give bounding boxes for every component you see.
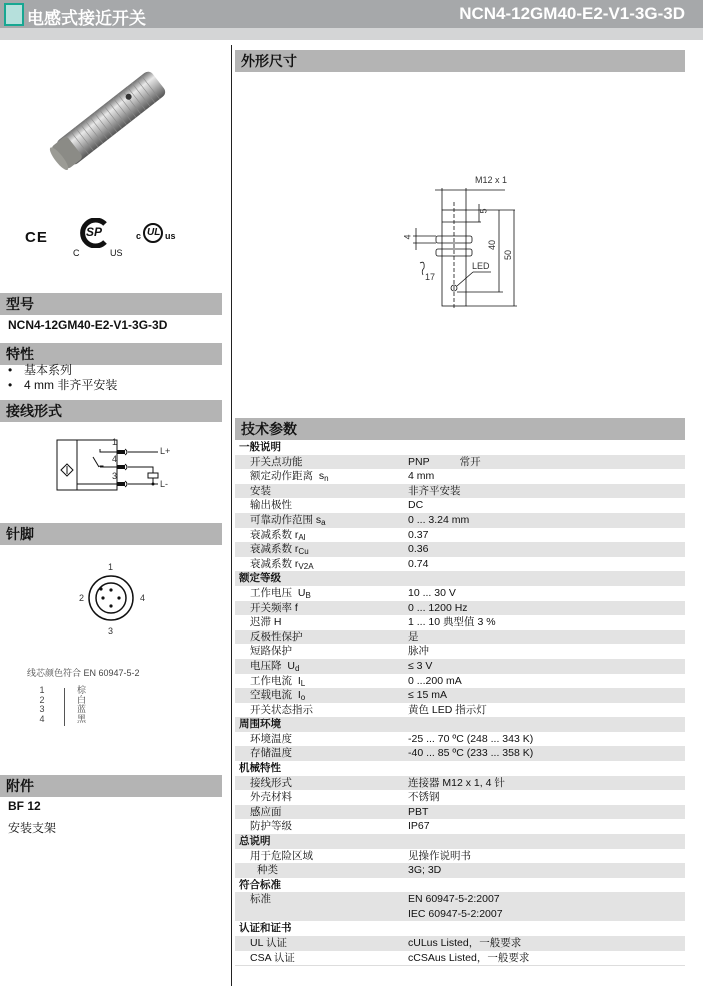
pin-label-1: 1 [108,562,114,572]
dim-4-label: 4 [402,234,413,240]
wiring-pin-4: 4 [112,454,118,464]
spec-group-mechanical: 机械特性 [239,762,281,775]
pin-label-3: 3 [108,626,114,636]
spec-row [235,615,685,630]
ce-mark-icon: CE [25,229,48,246]
certification-logos [20,215,220,265]
brand-logo-square [4,3,24,26]
spec-label: 防护等级 [250,820,292,833]
model-value: NCN4-12GM40-E2-V1-3G-3D [8,318,168,332]
spec-label: 安装 [250,484,271,497]
spec-row [235,819,685,834]
spec-row [235,790,685,805]
page-title: 电感式接近开关 [27,9,146,28]
wire-color: 白 [77,694,87,705]
pin-label-2: 2 [79,593,85,603]
section-header-dimensions: 外形尺寸 [235,50,685,72]
pinout-diagram [70,558,160,643]
spec-row [235,776,685,791]
spec-label: 衰减系数 $r_{Al}$ [250,528,306,542]
spec-value: IP67 [408,820,430,833]
spec-value: 3G; 3D [408,864,442,877]
wire-color: 黑 [77,713,87,724]
spec-row [235,542,685,557]
spec-value: -25 ... 70 ºC (248 ... 343 K) [408,732,534,745]
spec-label: 开关频率 f [250,601,298,614]
wiring-lminus: L- [160,479,169,489]
feature-item: • 4 mm 非齐平安装 [8,378,117,393]
spec-group-approvals: 认证和证书 [239,922,292,935]
section-header-accessories: 附件 [0,775,222,797]
spec-row [235,484,685,499]
spec-label: 迟滞 H [250,616,282,629]
section-header-features: 特性 [0,343,222,365]
spec-label: 额定动作距离 $s_n$ [250,470,329,484]
spec-label: 空载电流 $I_o$ [250,689,306,703]
spec-row [235,849,685,864]
spec-label: 环境温度 [250,732,292,745]
spec-value: 10 ... 30 V [408,586,456,599]
spec-row [235,688,685,703]
spec-value: 见操作说明书 [408,849,471,862]
dimension-drawing-lines [395,170,535,310]
csa-logo-c: C [73,248,80,258]
section-header-model: 型号 [0,293,222,315]
spec-label: 输出极性 [250,499,292,512]
spec-row [235,674,685,689]
spec-row [235,746,685,761]
spec-label: 感应面 [250,805,282,818]
spec-label: 工作电压 $U_B$ [250,586,311,600]
spec-label: 衰减系数 $r_{V2A}$ [250,557,314,571]
wire-colors-table [27,686,86,724]
spec-value: 0.36 [408,543,429,556]
wire-colors-title: 线芯颜色符合 EN 60947-5-2 [27,668,140,678]
dimension-drawing [395,170,535,310]
spec-label: 开关状态指示 [250,703,313,716]
spec-value: 连接器 M12 x 1, 4 针 [408,776,505,789]
spec-row [235,644,685,659]
spec-row [235,805,685,820]
spec-row [235,863,685,878]
spec-value: ≤ 15 mA [408,689,448,702]
spec-value: ≤ 3 V [408,659,433,672]
wire-pin: 4 [39,713,45,724]
section-header-wiring: 接线形式 [0,400,222,422]
wire-pin: 3 [39,704,45,714]
accessory-link[interactable]: BF 12 [8,799,41,813]
product-image [40,55,190,175]
wire-color: 蓝 [77,704,87,714]
spec-value: 4 mm [408,470,435,483]
wire-color-row [27,715,86,725]
dim-40-label: 40 [487,239,498,251]
spec-group-general-info: 总说明 [235,834,685,849]
spec-row [235,892,685,921]
ul-logo-c: c [136,231,142,241]
spec-row [235,513,685,528]
spec-value: 0 ...200 mA [408,674,462,687]
spec-value: 0.37 [408,528,429,541]
spec-value: 0 ... 1200 Hz [408,601,468,614]
spec-value: 是 [408,630,419,643]
spec-label: 开关点功能 [250,455,303,468]
spec-label: 外壳材料 [250,791,292,804]
spec-value: EN 60947-5-2:2007 IEC 60947-5-2:2007 [408,893,503,920]
dim-wrench-label: 17 [425,272,436,282]
wiring-pin-3: 3 [112,471,118,481]
spec-label: 电压降 $U_d$ [250,659,300,673]
spec-label: 反极性保护 [250,630,303,643]
section-header-pinout: 针脚 [0,523,222,545]
dim-led-label: LED [472,261,490,271]
spec-value: 黄色 LED 指示灯 [408,703,487,716]
section-header-specs: 技术参数 [235,418,685,440]
spec-value: cCSAus Listed，一般要求 [408,951,530,964]
spec-group-compliance: 符合标准 [239,878,281,891]
spec-value: 非齐平安装 [408,484,461,497]
feature-list [8,363,117,393]
spec-row [235,936,685,951]
spec-label: CSA 认证 [250,951,295,964]
wiring-lplus: L+ [160,446,171,456]
wire-pin: 1 [39,685,45,695]
spec-row [235,630,685,645]
header-subbar [0,28,703,40]
spec-value: PBT [408,805,429,818]
spec-group-ratings: 额定等级 [235,571,685,586]
spec-row [235,557,685,572]
csa-logo-us: US [110,248,123,258]
dim-5-label: 5 [478,208,489,214]
spec-value: 脉冲 [408,645,429,658]
spec-value: 0 ... 3.24 mm [408,513,470,526]
spec-row [235,951,685,966]
wiring-pin-1: 1 [112,437,118,447]
wiring-diagram [45,432,185,502]
spec-label: 用于危险区域 [250,849,313,862]
spec-row [235,455,685,470]
spec-table-end-rule [235,965,685,966]
spec-value: PNP 常开 [408,455,481,468]
spec-label: 种类 [257,864,278,877]
spec-label: 标准 [250,893,271,906]
spec-value: DC [408,499,424,512]
spec-row [235,586,685,601]
spec-row [235,659,685,674]
spec-group-ambient: 周围环境 [235,717,685,732]
spec-row [235,498,685,513]
spec-label: 短路保护 [250,645,292,658]
wire-color: 棕 [77,685,87,695]
spec-label: 接线形式 [250,776,292,789]
spec-row [235,528,685,543]
accessory-description: 安装支架 [8,821,57,835]
header-model-number: NCN4-12GM40-E2-V1-3G-3D [459,4,685,23]
spec-label: UL 认证 [250,937,287,949]
spec-table [235,440,685,966]
wire-pin: 2 [39,694,45,705]
spec-row [235,601,685,616]
dim-50-label: 50 [503,249,514,261]
feature-item: • 基本系列 [8,363,117,378]
spec-value: -40 ... 85 ºC (233 ... 358 K) [408,747,534,760]
column-divider [231,45,232,986]
spec-row [235,703,685,718]
spec-value: 1 ... 10 典型值 3 % [408,616,496,629]
title-bar [0,0,703,28]
csa-logo-mark: SP [86,225,103,239]
spec-label: 存储温度 [250,747,292,760]
spec-row [235,732,685,747]
dim-thread-label: M12 x 1 [475,175,508,185]
spec-group-general: 一般说明 [239,441,281,453]
spec-label: 工作电流 $I_L$ [250,674,306,688]
spec-value: 不锈钢 [408,791,440,804]
spec-label: 衰减系数 $r_{Cu}$ [250,543,309,557]
spec-label: 可靠动作范围 $s_a$ [250,513,326,527]
spec-value: cULus Listed，一般要求 [408,937,522,949]
ul-logo-us: us [165,231,176,241]
ul-logo-mark: UL [147,227,161,238]
pin-label-4: 4 [140,593,146,603]
spec-row [235,469,685,484]
spec-value: 0.74 [408,557,429,570]
